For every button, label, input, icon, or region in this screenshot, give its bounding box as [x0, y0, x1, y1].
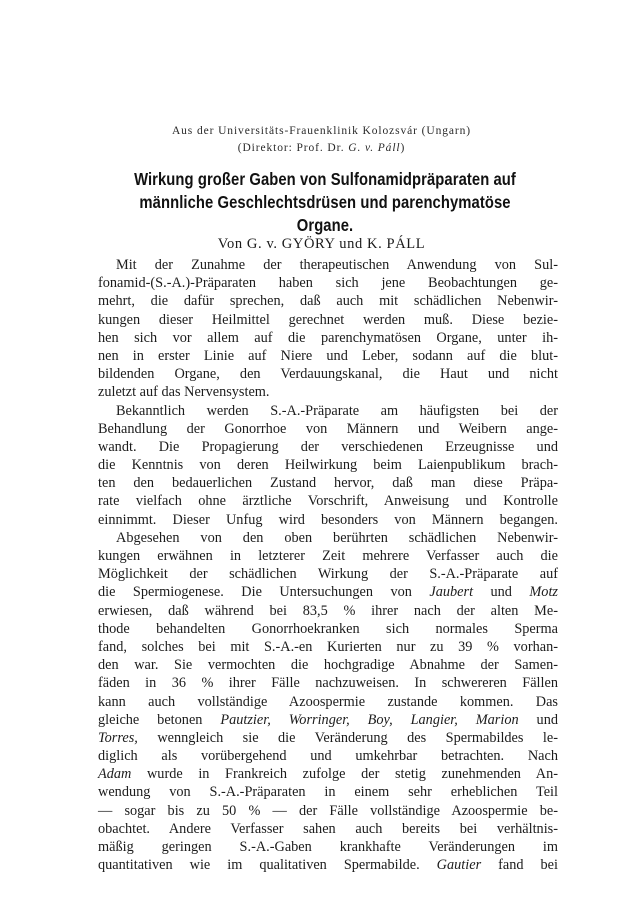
- body-text: quantitativen wie im qualitativen Spermabilde.: [98, 857, 437, 874]
- body-line: [98, 856, 558, 874]
- body-line: zuletzt auf das Nervensystem.: [98, 384, 270, 401]
- cited-author: Gautier: [436, 857, 482, 874]
- body-line: [98, 583, 558, 601]
- body-line: mehrt, die dafür sprechen, daß auch mit schädlichen Nebenwir-: [98, 293, 558, 310]
- affiliation-line: Aus der Universitäts-Frauenklinik Kolozsvár (Ungarn): [171, 125, 472, 137]
- body-line: kungen erwähnen in letzterer Zeit mehrere Verfasser auch die: [98, 548, 558, 564]
- author-line: Von G. v. GYÖRY und K. PÁLL: [217, 236, 426, 252]
- body-line: Möglichkeit der schädlichen Wirkung der S.-A.-Präparate auf: [98, 566, 558, 583]
- body-text: und: [473, 584, 530, 601]
- director-prefix: (Direktor: Prof. Dr.: [237, 142, 349, 154]
- body-line: Abgesehen von den oben berührten schädlichen Nebenwir-: [116, 529, 558, 546]
- body-text: wurde in Frankreich zufolge der stetig zunehmenden An-: [131, 766, 558, 783]
- body-line: obachtet. Andere Verfasser sahen auch bereits bei verhältnis-: [98, 820, 558, 837]
- body-text: die Spermiogenese. Die Untersuchungen von: [98, 584, 430, 601]
- body-text: gleiche betonen: [98, 711, 221, 728]
- body-line: wandt. Die Propagierung der verschiedenen Erzeugnisse und: [98, 438, 558, 455]
- body-line: hen sich vor allem auf die parenchymatösen Organe, unter ih-: [98, 329, 558, 346]
- body-text: fand bei: [481, 857, 558, 874]
- body-line: [98, 729, 558, 747]
- cited-author: Motz: [529, 584, 558, 601]
- title-line-3: Organe.: [296, 215, 354, 235]
- cited-author: Torres,: [98, 729, 138, 746]
- body-line: die Kenntnis von deren Heilwirkung beim Laienpublikum brach-: [98, 457, 558, 474]
- director-name: G. v. Páll: [348, 142, 401, 154]
- body-text: und: [518, 711, 558, 728]
- body-line: fonamid-(S.-A.)-Präparaten haben sich jene Beobachtungen ge-: [98, 275, 558, 292]
- body-line: nen in erster Linie auf Niere und Leber, sodann auf die blut-: [98, 347, 558, 364]
- body-line: rate vielfach ohne ärztliche Vorschrift, Anweisung und Kontrolle: [98, 493, 558, 510]
- body-line: Behandlung der Gonorrhoe von Männern und Weibern ange-: [98, 420, 558, 437]
- cited-author: Adam: [98, 766, 132, 783]
- body-line: Mit der Zunahme der therapeutischen Anwendung von Sul-: [116, 257, 558, 273]
- article-title: [132, 168, 519, 237]
- body-line: erwiesen, daß während bei 83,5 % ihrer nach der alten Me-: [98, 602, 558, 619]
- body-line: einnimmt. Dieser Unfug wird besonders von Männern begangen.: [98, 511, 558, 528]
- body-line: — sogar bis zu 50 % — der Fälle vollständige Azoospermie be-: [98, 802, 558, 819]
- cited-author: Jaubert: [429, 584, 474, 601]
- body-line: wendung von S.-A.-Präparaten in einem sehr erheblichen Teil: [98, 784, 558, 801]
- body-line: kann auch vollständige Azoospermie zustande kommen. Das: [98, 693, 558, 710]
- body-line: kungen dieser Heilmittel gerechnet werden muß. Diese bezie-: [98, 311, 558, 328]
- body-text: wenngleich sie die Veränderung des Spermabildes le-: [137, 729, 558, 746]
- body-line: [98, 711, 558, 729]
- body-line: mäßig geringen S.-A.-Gaben krankhafte Veränderungen im: [98, 839, 558, 855]
- title-line-2: männliche Geschlechtsdrüsen und parenchymatöse: [139, 192, 511, 212]
- body-line: ten den bedauerlichen Zustand hervor, daß man diese Präpa-: [98, 475, 558, 492]
- cited-authors: Pautzier, Worringer, Boy, Langier, Marion: [220, 711, 519, 728]
- title-line-1: Wirkung großer Gaben von Sulfonamidpräparaten auf: [134, 169, 516, 189]
- director-suffix: ): [400, 142, 406, 154]
- body-line: fäden in 36 % ihrer Fälle nachzuweisen. In schwereren Fällen: [98, 675, 558, 692]
- article-body: [98, 256, 558, 874]
- body-line: fand, solches bei mit S.-A.-en Kurierten nur zu 39 % vorhan-: [98, 638, 558, 655]
- body-line: [98, 765, 558, 783]
- body-line: Bekanntlich werden S.-A.-Präparate am häufigsten bei der: [116, 402, 558, 419]
- body-line: den war. Sie vermochten die hochgradige Abnahme der Samen-: [98, 657, 558, 674]
- body-line: diglich als vorübergehend und umkehrbar betrachten. Nach: [98, 748, 558, 765]
- body-line: bildenden Organe, den Verdauungskanal, die Haut und nicht: [98, 366, 558, 383]
- body-line: thode behandelten Gonorrhoekranken sich normales Sperma: [98, 620, 558, 637]
- director-line: [0, 142, 643, 154]
